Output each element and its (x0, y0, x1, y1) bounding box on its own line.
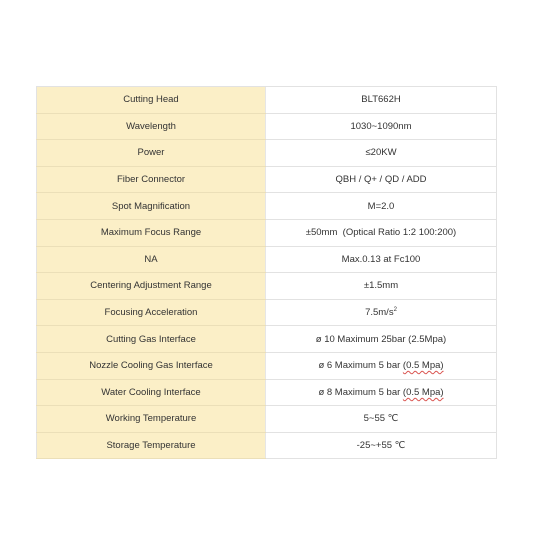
value-cell: QBH / Q+ / QD / ADD (266, 166, 497, 193)
table-row (37, 352, 497, 379)
value-cell: BLT662H (266, 87, 497, 114)
param-cell: Fiber Connector (37, 166, 266, 193)
table-row (37, 193, 497, 220)
param-cell: NA (37, 246, 266, 273)
param-cell: Storage Temperature (37, 432, 266, 459)
value-superscript: 2 (393, 306, 397, 313)
param-cell: Wavelength (37, 113, 266, 140)
table-row (37, 246, 497, 273)
table-row (37, 113, 497, 140)
param-cell: Cutting Gas Interface (37, 326, 266, 353)
value-cell: M=2.0 (266, 193, 497, 220)
value-base: 7.5m/s (365, 307, 394, 319)
value-cell: ±50mm (Optical Ratio 1:2 100:200) (266, 219, 497, 246)
param-cell: Focusing Acceleration (37, 299, 266, 326)
spec-table (36, 86, 497, 459)
value-cell: 5~55 ℃ (266, 406, 497, 433)
table-row (37, 273, 497, 300)
param-cell: Centering Adjustment Range (37, 273, 266, 300)
spellcheck-marked-text: (0.5 Mpa) (402, 386, 444, 398)
value-cell: -25~+55 ℃ (266, 432, 497, 459)
value-cell (266, 299, 497, 326)
value-cell: ≤20KW (266, 140, 497, 167)
param-cell: Maximum Focus Range (37, 219, 266, 246)
table-row (37, 219, 497, 246)
value-cell: Max.0.13 at Fc100 (266, 246, 497, 273)
value-main: ø 8 Maximum 5 bar (318, 386, 403, 398)
param-cell: Working Temperature (37, 406, 266, 433)
param-cell: Power (37, 140, 266, 167)
value-cell: 1030~1090nm (266, 113, 497, 140)
value-cell: ø 10 Maximum 25bar (2.5Mpa) (266, 326, 497, 353)
table-row (37, 379, 497, 406)
param-cell: Nozzle Cooling Gas Interface (37, 352, 266, 379)
spellcheck-marked-text: (0.5 Mpa) (402, 360, 444, 372)
table-row (37, 326, 497, 353)
value-main: ø 6 Maximum 5 bar (318, 360, 403, 372)
table-row (37, 432, 497, 459)
value-cell: ±1.5mm (266, 273, 497, 300)
param-cell: Spot Magnification (37, 193, 266, 220)
table-row (37, 140, 497, 167)
value-cell (266, 352, 497, 379)
value-cell (266, 379, 497, 406)
table-row (37, 406, 497, 433)
table-row (37, 299, 497, 326)
param-cell: Cutting Head (37, 87, 266, 114)
table-row (37, 87, 497, 114)
table-row (37, 166, 497, 193)
param-cell: Water Cooling Interface (37, 379, 266, 406)
